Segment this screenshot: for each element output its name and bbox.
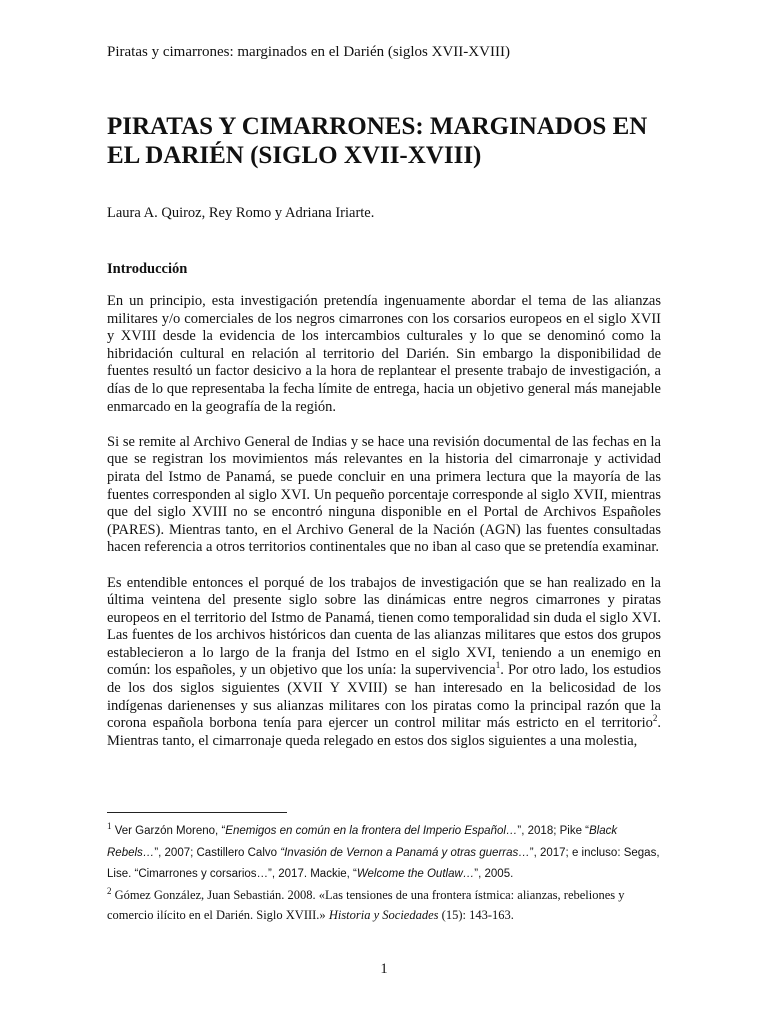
body-text [107,293,661,768]
footnote-1 [107,820,667,885]
footnote-1-title-2: Black Rebels… [107,825,618,859]
footnote-1-mark: 1 [107,820,112,831]
footnotes [107,820,667,926]
footnote-1-title-4: Welcome the Outlaw… [356,868,475,880]
footnote-ref-1[interactable]: 1 [495,660,501,671]
footnote-1-title-3: “Invasión de Vernon a Panamá y otras guerras… [280,846,530,859]
footnote-1-text-a: Ver Garzón Moreno, “ [111,825,226,837]
section-heading: Introducción [107,261,188,277]
footnote-1-title-1: Enemigos en común en la frontera del Imperio Español… [225,825,518,837]
footnote-2 [107,885,667,926]
footnote-1-text-b: ”, 2018; Pike “ [517,825,590,837]
paragraph-1: En un principio, esta investigación pretendía ingenuamente abordar el tema de las alianzas militares y/o comerciales de los negros cimarrones con los corsarios europeos en el siglo XVII y XVIII desde la evidencia de los intercambios culturales y lo que se denominó como la hibridación cultural en relación al territorio del Darién. Sin embargo la disponibilidad de fuentes resultó un factor desicivo a la hora de replantear el presente trabajo de investigación, a días de lo que representaba la fecha límite de entrega, hacia un objetivo general más manejable enmarcado en la geografía de la región. [107,293,661,415]
title-line-2: EL DARIÉN (SIGLO XVII-XVIII) [107,142,482,169]
title-line-1: PIRATAS Y CIMARRONES: MARGINADOS EN [107,113,648,140]
footnote-1-text-d: ”, 2017; e incluso: Segas, Lise. “Cimarrones y corsarios…”, 2017. Mackie, “ [107,846,660,880]
paragraph-3-part-b: . Por otro lado, los estudios de los dos siglos siguientes (XVII Y XVIII) se han interesado en la belicosidad de los indígenas darienenses y sus alianzas militares con los piratas como la principal razón que la corona española borbona tenía para ejercer un control militar más estricto en el territorio [107,662,661,732]
paragraph-2: Si se remite al Archivo General de Indias y se hace una revisión documental de las fechas en la que se registran los movimientos más relevantes en la historia del cimarronaje y actividad pirata del Istmo de Panamá, se puede concluir en una primera lectura que la mayoría de las fuentes corresponden al siglo XVI. Un pequeño porcentaje corresponde al siglo XVII, mientras que del siglo XVIII no se encontró ninguna disponible en el Portal de Archivos Españoles (PARES). Mientras tanto, en el Archivo General de la Nación (AGN) las fuentes consultadas hacen referencia a otros territorios continentales que no iban al caso que se pretendía examinar. [107,433,661,556]
paragraph-3 [107,575,661,751]
page-number: 1 [380,961,388,977]
paragraph-3-part-c: . Mientras tanto, el cimarronaje queda relegado en estos dos siglos siguientes a una molestia, [107,715,661,749]
footnote-ref-2[interactable]: 2 [652,713,658,724]
footnote-2-journal: Historia y Sociedades [328,908,439,922]
page-title [107,112,667,170]
authors: Laura A. Quiroz, Rey Romo y Adriana Iriarte. [107,205,375,221]
footnote-2-text-a: Gómez González, Juan Sebastián. 2008. «Las tensiones de una frontera ístmica: alianzas, rebeliones y comercio ilícito en el Darién. Siglo XVIII.» [107,887,625,922]
footnote-1-text-c: ”, 2007; Castillero Calvo [154,846,281,859]
footnote-2-text-b: (15): 143-163. [438,908,514,922]
running-header: Piratas y cimarrones: marginados en el Darién (siglos XVII-XVIII) [107,44,510,60]
footnote-1-text-e: ”, 2005. [474,868,514,880]
paragraph-3-part-a: Es entendible entonces el porqué de los trabajos de investigación que se han realizado en la última veintena del presente siglo sobre las dinámicas entre negros cimarrones y piratas europeos en el territorio del Istmo de Panamá, tienen como temporalidad sin duda el siglo XVI. Las fuentes de los archivos históricos dan cuenta de las alianzas militares que estos dos grupos establecieron a lo largo de la franja del Istmo en el siglo XVI, teniendo a un enemigo en común: los españoles, y un objetivo que los unía: la supervivencia [107,574,661,679]
footnote-2-mark: 2 [107,885,112,896]
footnote-separator [107,812,287,813]
